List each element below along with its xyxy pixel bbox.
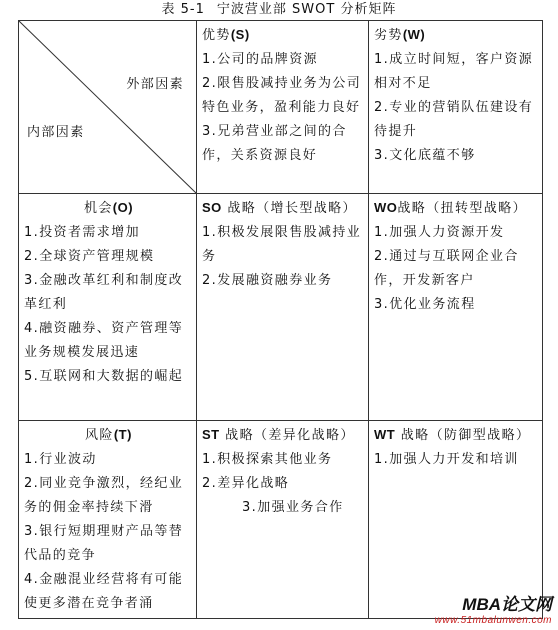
so-strategy-cell [197, 194, 369, 421]
strengths-cell [197, 21, 369, 194]
strengths-heading: 优势(S) [202, 27, 250, 43]
list-item: 3.文化底蕴不够 [374, 148, 476, 163]
table-caption [0, 2, 558, 18]
list-item: 1.行业波动 [24, 452, 97, 467]
wt-strategy-heading: WT 战略（防御型战略） [374, 427, 531, 443]
weaknesses-cell [369, 21, 543, 194]
threats-heading: 风险(T) [85, 427, 132, 443]
table-number: 表 5-1 [161, 2, 205, 17]
list-item: 4.金融混业经营将有可能使更多潜在竞争者涌 [24, 572, 184, 611]
list-item: 3.金融改革红利和制度改革红利 [24, 273, 184, 312]
internal-factors-label: 内部因素 [27, 125, 85, 140]
opportunities-heading: 机会(O) [83, 200, 134, 216]
list-item: 1.投资者需求增加 [24, 225, 141, 240]
table-title: 宁波营业部 SWOT 分析矩阵 [216, 2, 397, 17]
wo-strategy-cell [369, 194, 543, 421]
list-item: 3.优化业务流程 [374, 297, 476, 312]
list-item: 2.同业竞争激烈，经纪业务的佣金率持续下滑 [24, 476, 184, 515]
table-row-header [19, 21, 543, 194]
wt-strategy-cell [369, 421, 543, 619]
list-item: 1.成立时间短，客户资源相对不足 [374, 52, 534, 91]
diagonal-corner-cell [19, 21, 197, 194]
list-item: 3.兄弟营业部之间的合作，关系资源良好 [202, 124, 347, 163]
table-row-opportunities [19, 194, 543, 421]
list-item: 1.公司的品牌资源 [202, 52, 319, 67]
list-item: 2.发展融资融券业务 [202, 273, 333, 288]
external-factors-label: 外部因素 [126, 77, 184, 92]
so-strategy-heading: SO 战略（增长型战略） [202, 200, 357, 216]
list-item: 4.融资融券、资产管理等业务规模发展迅速 [24, 321, 184, 360]
diagonal-line [19, 21, 196, 193]
watermark-title: MBA论文网 [462, 595, 552, 614]
list-item: 2.限售股减持业务为公司特色业务，盈利能力良好 [202, 76, 362, 115]
watermark-url: www.51mbalunwen.com [434, 615, 552, 626]
list-item: 1.积极探索其他业务 [202, 452, 333, 467]
swot-matrix-table [18, 20, 543, 619]
list-item: 3.银行短期理财产品等替代品的竞争 [24, 524, 184, 563]
list-item: 2.专业的营销队伍建设有待提升 [374, 100, 534, 139]
list-item: 1.加强人力资源开发 [374, 225, 505, 240]
list-item: 1.积极发展限售股减持业务 [202, 225, 362, 264]
list-item: 2.通过与互联网企业合作，开发新客户 [374, 249, 519, 288]
table-row-threats [19, 421, 543, 619]
opportunities-cell [19, 194, 197, 421]
st-strategy-cell [197, 421, 369, 619]
threats-cell [19, 421, 197, 619]
weaknesses-heading: 劣势(W) [374, 27, 426, 43]
st-strategy-heading: ST 战略（差异化战略） [202, 427, 355, 443]
list-item: 3.加强业务合作 [242, 500, 344, 515]
list-item: 1.加强人力开发和培训 [374, 452, 519, 467]
list-item: 5.互联网和大数据的崛起 [24, 369, 184, 384]
list-item: 2.全球资产管理规模 [24, 249, 155, 264]
wo-strategy-heading: WO战略（扭转型战略） [374, 200, 527, 216]
list-item: 2.差异化战略 [202, 476, 290, 491]
watermark [435, 590, 552, 626]
